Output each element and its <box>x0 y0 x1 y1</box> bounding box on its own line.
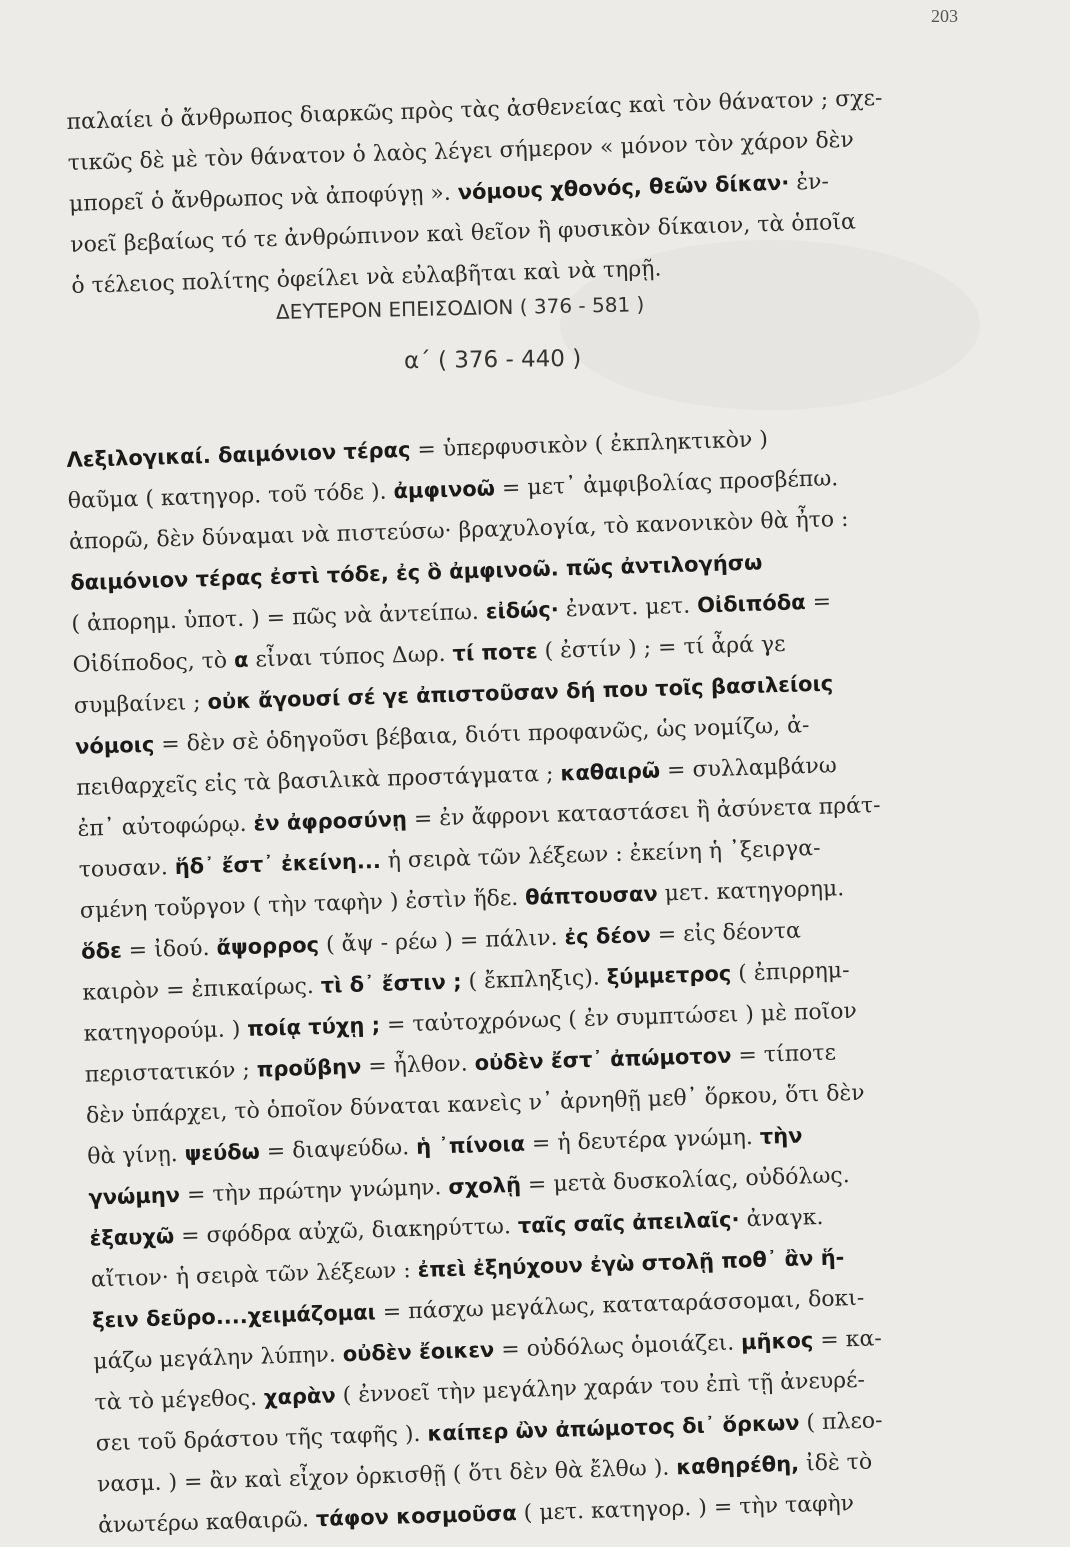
gloss-text: ἀνωτέρω καθαιρῶ. <box>97 1507 317 1539</box>
gloss-text: τὰ τὸ μέγεθος. <box>94 1385 265 1416</box>
gloss-text: παλαίει ὁ ἄνθρωπος διαρκῶς πρὸς τὰς ἀσθενείας καὶ τὸν θάνατον ; σχε- <box>66 85 883 135</box>
lemma-bold: τὶ δ᾽ ἔστιν ; <box>320 969 462 998</box>
gloss-text: μετ. κατηγορημ. <box>657 876 845 907</box>
gloss-text: κατηγορούμ. ) <box>83 1016 248 1047</box>
lemma-bold: ἥδ᾽ ἔστ᾽ ἐκείνη... <box>174 848 382 879</box>
gloss-text: περιστατικόν ; <box>84 1057 258 1088</box>
lemma-bold: γνώμην <box>88 1182 181 1210</box>
gloss-text: εἶναι τύπος Δωρ. <box>248 641 453 673</box>
gloss-text: συμβαίνει ; <box>73 689 208 719</box>
gloss-text: = τὴν πρώτην γνώμην. <box>179 1174 449 1208</box>
gloss-text: ἀπορῶ, δὲν δύναμαι νὰ πιστεύσω· βραχυλογία, τὸ κανονικὸν θὰ ἦτο : <box>68 506 849 555</box>
gloss-text: = δὲν σὲ ὁδηγοῦσι βέβαια, διότι προφανῶς, ὡς νομίζω, ἀ- <box>153 713 810 758</box>
lemma-bold: ψεύδω <box>184 1139 261 1166</box>
lemma-bold: ἐς δέον <box>564 922 652 950</box>
lemma-bold: σχολῇ <box>448 1172 522 1199</box>
gloss-text: = πάσχω μεγάλως, καταταράσσομαι, δοκι- <box>375 1285 865 1326</box>
gloss-text: = τίποτε <box>731 1040 837 1069</box>
gloss-text: πειθαρχεῖς εἰς τὰ βασιλικὰ προστάγματα ; <box>75 761 561 801</box>
gloss-text: μάζω μεγάλην λύπην. <box>92 1342 344 1375</box>
gloss-text: τουσαν. <box>78 854 176 883</box>
gloss-text: μπορεῖ ὁ ἄνθρωπος νὰ ἀποφύγῃ ». <box>68 180 459 217</box>
gloss-text: = ὑπερφυσικὸν ( ἐκπληκτικὸν ) <box>410 427 769 463</box>
gloss-text: ἐν- <box>788 169 830 196</box>
lemma-bold: οὐδὲν ἔοικεν <box>342 1337 495 1367</box>
gloss-text: = ταὐτοχρόνως ( ἐν συμπτώσει ) μὲ ποῖον <box>379 998 858 1038</box>
gloss-text: ( ἄψ - ρέω ) = πάλιν. <box>318 925 565 958</box>
gloss-text: Οἰδίποδος, τὸ <box>72 648 235 678</box>
gloss-text: θαῦμα ( κατηγορ. τοῦ τόδε ). <box>67 479 394 514</box>
lemma-bold: ταῖς σαῖς ἀπειλαῖς· <box>517 1207 740 1238</box>
gloss-text: ἰδὲ τὸ <box>798 1449 873 1477</box>
lemma-bold: τί ποτε <box>452 639 538 666</box>
lemma-bold: τὴν <box>759 1123 803 1149</box>
gloss-text: ( ἐπιρρημ- <box>730 957 850 987</box>
gloss-text: ἀναγκ. <box>739 1204 824 1233</box>
gloss-text: θὰ γίνῃ. <box>86 1141 186 1170</box>
section-heading: ΔΕΥΤΕΡΟΝ ΕΠΕΙΣΟΔΙΟΝ ( 376 - 581 ) <box>275 292 645 324</box>
lemma-bold: ξύμμετρος <box>606 961 732 990</box>
lemma-bold: καθαιρῶ <box>560 758 661 786</box>
gloss-text: = ἦλθον. <box>360 1051 476 1080</box>
gloss-text: = ἐν ἄφρονι καταστάσει ἢ ἀσύνετα πράτ- <box>406 793 881 833</box>
gloss-text: ( μετ. κατηγορ. ) = τὴν ταφὴν <box>516 1491 855 1527</box>
lemma-bold: ἐν ἀφροσύνῃ <box>253 807 408 836</box>
gloss-text: = ἰδού. <box>121 935 217 964</box>
gloss-text: νοεῖ βεβαίως τό τε ἀνθρώπινον καὶ θεῖον ἢ φυσικὸν δίκαιον, τὰ ὁποῖα <box>69 209 857 258</box>
lemma-bold: ξειν δεῦρο....χειμάζομαι <box>91 1300 377 1333</box>
lemma-bold: ποίᾳ τύχῃ ; <box>246 1012 381 1041</box>
lemma-bold: χαρὰν <box>263 1383 337 1410</box>
lemma-bold: καίπερ ὢν ἀπώμοτος δι᾽ ὅρκων <box>427 1410 800 1446</box>
gloss-text: νασμ. ) = ἂν καὶ εἶχον ὁρκισθῇ ( ὅτι δὲν θὰ ἔλθω ). <box>96 1455 677 1498</box>
lemma-bold: νόμοις <box>74 732 155 759</box>
lemma-bold: οὐκ ἄγουσί σέ γε ἀπιστοῦσαν δή που τοῖς βασιλείοις <box>207 671 834 714</box>
gloss-text: = συλλαμβάνω <box>659 753 838 784</box>
gloss-text: = διαψεύδω. <box>259 1134 417 1165</box>
gloss-text: καιρὸν = ἐπικαίρως. <box>82 973 322 1006</box>
gloss-text: = μετ᾽ ἀμφιβολίας προσβέπω. <box>494 466 839 502</box>
lemma-bold: δαιμόνιον τέρας ἐστὶ τόδε, ἐς ὃ ἀμφινοῶ. πῶς ἀντιλογήσω <box>69 550 763 595</box>
lemma-bold: ἐπεὶ ἐξηύχουν ἐγὼ στολῇ ποθ᾽ ἂν ἥ- <box>417 1245 845 1282</box>
gloss-text: τικῶς δὲ μὲ τὸν θάνατον ὁ λαὸς λέγει σήμερον « μόνον τὸν χάρον δὲν <box>67 127 855 176</box>
lemma-bold: ἀμφινοῶ <box>393 476 496 504</box>
gloss-text: ἡ σειρὰ τῶν λέξεων : ἐκείνη ἡ ᾽ξειργα- <box>380 835 821 874</box>
gloss-text: αἴτιον· ἡ σειρὰ τῶν λέξεων : <box>90 1257 419 1293</box>
lemma-bold: προὔβην <box>256 1054 362 1082</box>
lemma-bold: καθηρέθη, <box>675 1451 800 1480</box>
lemma-bold: νόμους χθονός, θεῶν δίκαν· <box>457 170 790 205</box>
gloss-text: = εἰς δέοντα <box>650 918 802 948</box>
lemma-bold: Οἰδιπόδα <box>696 590 806 618</box>
gloss-text: ( πλεο- <box>799 1408 883 1436</box>
lemma-bold: τάφον κοσμοῦσα <box>315 1501 518 1532</box>
gloss-text: = μετὰ δυσκολίας, οὐδόλως. <box>520 1163 851 1198</box>
subheading: α΄ ( 376 - 440 ) <box>403 345 582 375</box>
gloss-text: ( ἔκπληξις). <box>461 965 608 995</box>
lemma-bold: μῆκος <box>740 1328 814 1355</box>
gloss-text: ( ἐστίν ) ; = τί ἆρά γε <box>537 631 786 665</box>
lemma-bold: ἐξαυχῶ <box>89 1224 175 1251</box>
gloss-text: σμένη τοὔργον ( τὴν ταφὴν ) ἐστὶν ἥδε. <box>79 885 526 924</box>
gloss-text: = οὐδόλως ὁμοιάζει. <box>493 1330 742 1363</box>
lemma-bold: Λεξιλογικαί. δαιμόνιον τέρας <box>66 437 411 472</box>
gloss-text: δὲν ὑπάρχει, τὸ ὁποῖον δύναται κανεὶς ν᾽ ἀρνηθῇ μεθ᾽ ὅρκου, ὅτι δὲν <box>85 1080 865 1129</box>
gloss-text: = σφόδρα αὐχῶ, διακηρύττω. <box>173 1213 519 1250</box>
lemma-bold: ἄψορρος <box>216 932 320 960</box>
lemma-bold: ἡ ᾽πίνοια <box>415 1131 526 1159</box>
gloss-text: ἐπ᾽ αὐτοφώρῳ. <box>77 811 254 842</box>
gloss-text: = κα- <box>812 1326 883 1354</box>
lemma-bold: εἰδώς· <box>485 597 560 624</box>
vocabulary-paragraph <box>66 413 998 1546</box>
gloss-text: = <box>805 589 832 616</box>
gloss-text: ἐναντ. μετ. <box>558 593 698 623</box>
page-number: 203 <box>931 6 958 26</box>
lemma-bold: α <box>233 647 249 673</box>
gloss-text: ( ἀπορημ. ὑποτ. ) = πῶς νὰ ἀντείπω. <box>71 599 487 637</box>
gloss-text: σει τοῦ δράστου τῆς ταφῆς ). <box>95 1421 428 1457</box>
lemma-bold: ὅδε <box>80 938 123 964</box>
gloss-text: ὁ τέλειος πολίτης ὀφείλει νὰ εὐλαβῆται καὶ νὰ τηρῇ. <box>71 256 662 299</box>
intro-paragraph <box>66 75 972 307</box>
gloss-text: = ἡ δευτέρα γνώμη. <box>524 1124 761 1157</box>
lemma-bold: θάπτουσαν <box>524 881 659 910</box>
lemma-bold: οὐδὲν ἔστ᾽ ἀπώμοτον <box>474 1043 732 1076</box>
gloss-text: ( ἐννοεῖ τὴν μεγάλην χαράν του ἐπὶ τῇ ἀνευρέ- <box>335 1367 866 1409</box>
